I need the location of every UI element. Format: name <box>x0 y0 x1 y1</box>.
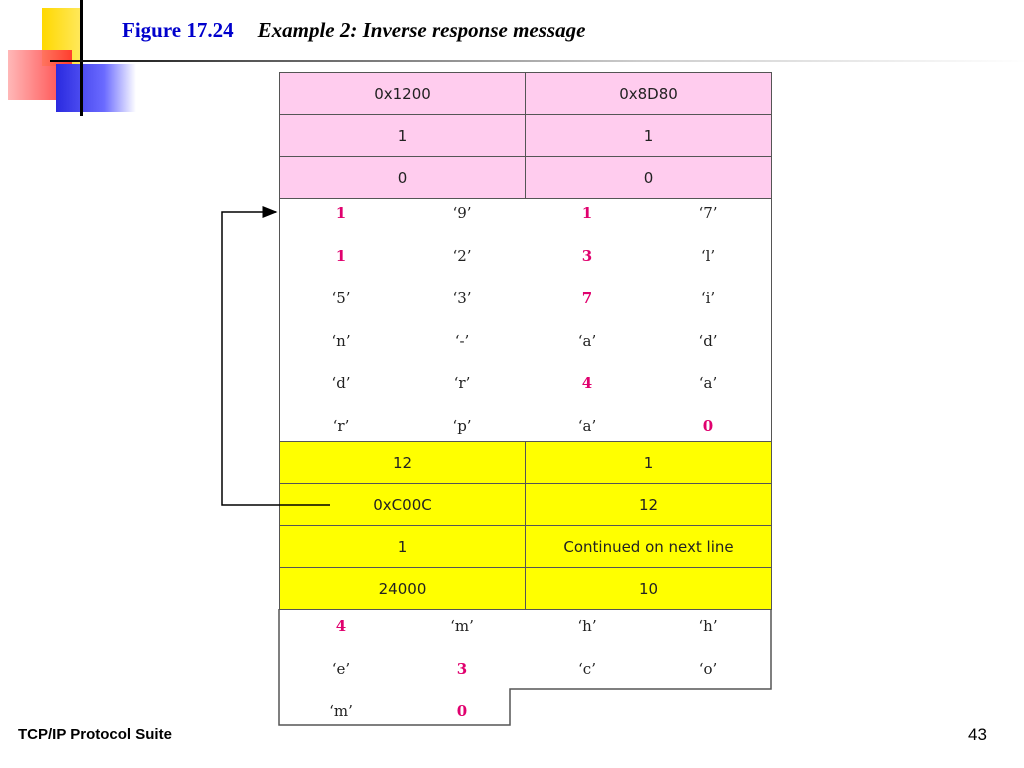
question-byte: ‘a’ <box>577 331 597 350</box>
question-byte: 1 <box>581 204 593 222</box>
question-byte: 4 <box>581 374 593 392</box>
answer-field-left-cell: 12 <box>279 441 526 484</box>
rdata-byte: ‘h’ <box>698 617 718 635</box>
question-byte: ‘7’ <box>698 204 718 222</box>
question-byte: ‘r’ <box>332 416 350 435</box>
question-byte: ‘d’ <box>698 331 718 350</box>
question-byte: ‘5’ <box>331 289 351 307</box>
page-number: 43 <box>968 725 987 744</box>
question-byte: 7 <box>581 289 593 307</box>
header-field-right-cell: 1 <box>525 114 772 157</box>
header-field-right-cell: 0 <box>525 156 772 199</box>
question-byte: ‘d’ <box>331 374 351 392</box>
question-byte: ‘l’ <box>700 246 716 265</box>
answer-field-right-cell: Continued on next line <box>525 525 772 568</box>
rdata-byte: ‘e’ <box>331 659 351 678</box>
answer-field-left-cell: 0xC00C <box>279 483 526 526</box>
rdata-byte: ‘o’ <box>698 659 718 678</box>
header-field-left-cell: 0 <box>279 156 526 199</box>
rdata-byte: 0 <box>456 702 468 720</box>
figure-title: Example 2: Inverse response message <box>257 18 586 42</box>
question-byte: ‘p’ <box>452 416 472 435</box>
answer-field-right-cell: 12 <box>525 483 772 526</box>
question-byte: 3 <box>581 246 593 265</box>
question-byte: 1 <box>335 246 347 265</box>
answer-field-left-cell: 1 <box>279 525 526 568</box>
question-byte: ‘-’ <box>454 331 470 350</box>
question-byte: ‘9’ <box>452 204 472 222</box>
figure-number: Figure 17.24 <box>122 18 234 42</box>
question-byte: 0 <box>702 416 714 435</box>
answer-field-right-cell: 1 <box>525 441 772 484</box>
question-byte: ‘r’ <box>453 374 471 392</box>
question-byte: 1 <box>335 204 347 222</box>
rdata-byte: ‘m’ <box>450 617 474 635</box>
rdata-byte: 4 <box>335 617 347 635</box>
question-byte: ‘3’ <box>452 289 472 307</box>
rdata-byte: ‘c’ <box>578 659 596 678</box>
rdata-byte: ‘h’ <box>577 617 597 635</box>
header-field-left-cell: 1 <box>279 114 526 157</box>
header-field-left-cell: 0x1200 <box>279 72 526 115</box>
header-field-right-cell: 0x8D80 <box>525 72 772 115</box>
question-byte: ‘a’ <box>698 374 718 392</box>
question-byte: ‘i’ <box>700 289 716 307</box>
answer-field-right-cell: 10 <box>525 567 772 610</box>
footer-suite: TCP/IP Protocol Suite <box>18 726 172 743</box>
rdata-byte: 3 <box>456 659 468 678</box>
answer-field-left-cell: 24000 <box>279 567 526 610</box>
question-byte: ‘2’ <box>452 246 472 265</box>
rdata-byte: ‘m’ <box>329 702 353 720</box>
question-byte: ‘a’ <box>577 416 597 435</box>
question-byte: ‘n’ <box>331 331 351 350</box>
